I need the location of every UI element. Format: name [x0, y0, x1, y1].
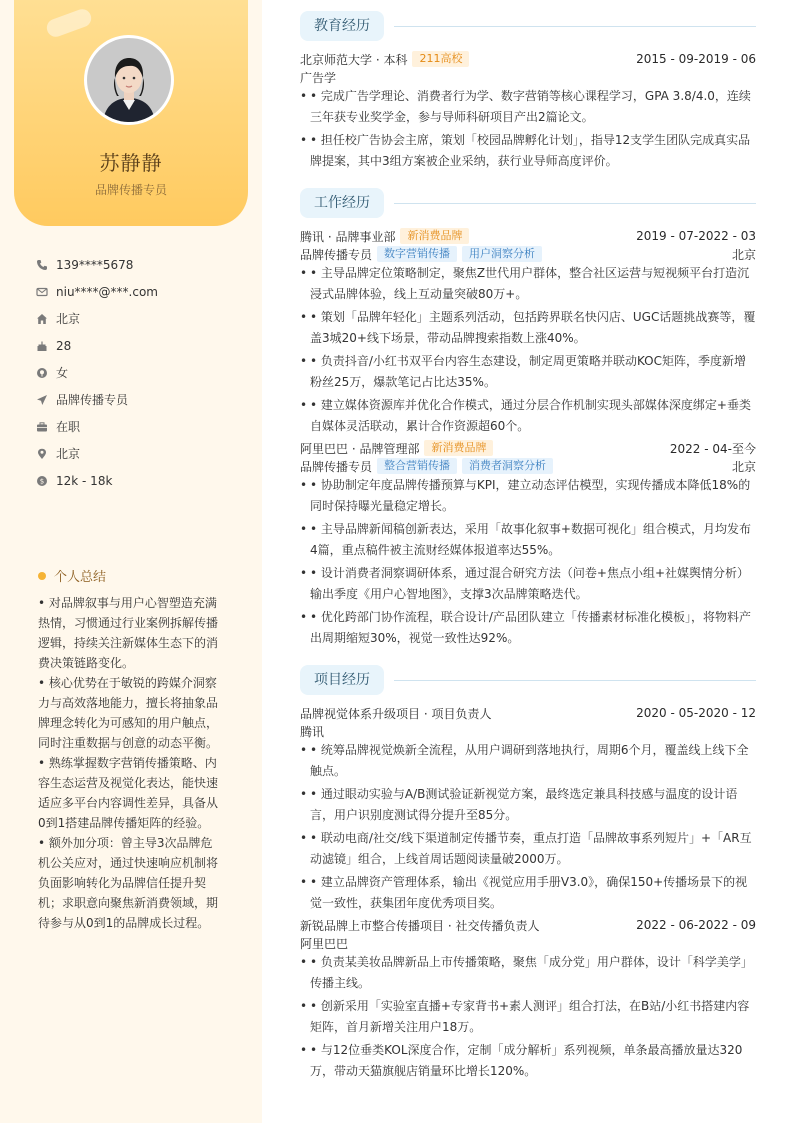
work-section-title: 工作经历 [300, 188, 384, 218]
skill-tag: 消费者洞察分析 [462, 458, 553, 474]
project-org-row [300, 934, 756, 952]
sidebar [0, 0, 262, 1123]
location-text: 北京 [56, 447, 81, 461]
contact-info-list [36, 251, 158, 494]
education-section-header [300, 11, 756, 41]
info-home [36, 305, 158, 332]
info-phone [36, 251, 158, 278]
project-date: 2022 - 06-2022 - 09 [636, 918, 756, 932]
list-item: • • 统筹品牌视觉焕新全流程，从用户调研到落地执行，周期6个月，覆盖线上线下全触点。 [300, 740, 756, 782]
list-item: • • 建立品牌资产管理体系，输出《视觉应用手册V3.0》，确保150+传播场景下的视觉一致性，获集团年度优秀项目奖。 [300, 872, 756, 914]
section-divider [394, 203, 756, 204]
projects-section-title: 项目经历 [300, 665, 384, 695]
job-company-row [300, 439, 756, 457]
briefcase-icon [36, 421, 48, 433]
info-job-intent [36, 386, 158, 413]
list-item: • • 策划「品牌年轻化」主题系列活动，包括跨界联名快闪店、UGC话题挑战赛等，覆盖3城20+线下场景，带动品牌搜索指数上涨40%。 [300, 307, 756, 349]
email-text: niu****@***.com [56, 284, 158, 299]
summary-paragraph: • 额外加分项：曾主导3次品牌危机公关应对，通过快速响应机制将负面影响转化为品牌信任提升契机；求职意向聚焦新消费领域，期待参与从0到1的品牌成长过程。 [38, 836, 219, 930]
school-name: 北京师范大学 · 本科 [300, 52, 408, 67]
project-org: 阿里巴巴 [300, 936, 349, 951]
job-company: 腾讯 · 品牌事业部 [300, 229, 396, 244]
home-icon [36, 313, 48, 325]
work-section-header [300, 188, 756, 218]
job-bullets [300, 263, 756, 439]
cake-icon [36, 340, 48, 352]
education-section-title: 教育经历 [300, 11, 384, 41]
school-tag: 211高校 [412, 51, 469, 67]
skill-tag: 数字营销传播 [377, 246, 457, 262]
money-icon [36, 475, 48, 487]
job-company-row [300, 227, 756, 245]
summary-paragraph: • 对品牌叙事与用户心智塑造充满热情，习惯通过行业案例拆解传播逻辑，持续关注新媒体生态下的消费决策链路变化。 [38, 596, 219, 670]
skill-tag: 用户洞察分析 [462, 246, 542, 262]
job-bullets [300, 475, 756, 651]
send-icon [36, 394, 48, 406]
summary-title: 个人总结 [54, 570, 107, 585]
project-name-row [300, 916, 756, 934]
education-date: 2015 - 09-2019 - 06 [636, 52, 756, 66]
section-divider [394, 26, 756, 27]
major-name: 广告学 [300, 70, 337, 85]
phone-icon [36, 259, 48, 271]
job-city: 北京 [731, 247, 756, 262]
list-item: • • 完成广告学理论、消费者行为学、数字营销等核心课程学习，GPA 3.8/4.0，连续三年获专业奖学金，参与导师科研项目产出2篇论文。 [300, 86, 756, 128]
summary-heading [38, 566, 106, 585]
project-bullets [300, 952, 756, 1084]
project-name-row [300, 704, 756, 722]
list-item: • • 主导品牌新闻稿创新表达，采用「故事化叙事+数据可视化」组合模式，月均发布4篇，重点稿件被主流财经媒体报道率达55%。 [300, 519, 756, 561]
job-intent-text: 品牌传播专员 [56, 393, 129, 407]
summary-dot-icon [38, 572, 46, 580]
company-tag: 新消费品牌 [400, 228, 469, 244]
phone-text: 139****5678 [56, 257, 134, 272]
education-major-row [300, 68, 756, 86]
info-email [36, 278, 158, 305]
summary-paragraph: • 熟练掌握数字营销传播策略、内容生态运营及视觉化表达，能快速适应多平台内容调性差异，具备从0到1搭建品牌传播矩阵的经验。 [38, 756, 219, 830]
job-position: 品牌传播专员 [300, 247, 373, 262]
info-location [36, 440, 158, 467]
project-org: 腾讯 [300, 724, 325, 739]
job-position-row [300, 245, 756, 263]
info-age [36, 332, 158, 359]
skill-tag: 整合营销传播 [377, 458, 457, 474]
gender-icon [36, 367, 48, 379]
job-date: 2019 - 07-2022 - 03 [636, 229, 756, 243]
candidate-name: 苏静静 [99, 151, 163, 175]
status-text: 在职 [56, 420, 81, 434]
list-item: • • 负责抖音/小红书双平台内容生态建设，制定周更策略并联动KOC矩阵，季度新增粉丝25万，爆款笔记占比达35%。 [300, 351, 756, 393]
job-company: 阿里巴巴 · 品牌管理部 [300, 441, 420, 456]
list-item: • • 通过眼动实验与A/B测试验证新视觉方案，最终选定兼具科技感与温度的设计语言，用户识别度测试得分提升至85分。 [300, 784, 756, 826]
summary-body [38, 593, 224, 933]
list-item: • • 建立媒体资源库并优化合作模式，通过分层合作机制实现头部媒体深度绑定+垂类自媒体灵活联动，累计合作资源超60个。 [300, 395, 756, 437]
job-position: 品牌传播专员 [300, 459, 373, 474]
decorative-pill [44, 7, 93, 40]
avatar-photo-icon [87, 38, 171, 122]
job-date: 2022 - 04-至今 [669, 441, 756, 456]
list-item: • • 主导品牌定位策略制定，聚焦Z世代用户群体，整合社区运营与短视频平台打造沉浸式品牌体验，线上互动量突破80万+。 [300, 263, 756, 305]
mail-icon [36, 286, 48, 298]
project-name: 品牌视觉体系升级项目 · 项目负责人 [300, 706, 492, 721]
list-item: • • 联动电商/社交/线下渠道制定传播节奏，重点打造「品牌故事系列短片」+「AR互动滤镜」组合，上线首周话题阅读量破2000万。 [300, 828, 756, 870]
job-city: 北京 [731, 459, 756, 474]
avatar [84, 35, 174, 125]
salary-text: 12k - 18k [56, 473, 113, 488]
education-bullets [300, 86, 756, 174]
list-item: • • 协助制定年度品牌传播预算与KPI，建立动态评估模型，实现传播成本降低18%的同时保持曝光量稳定增长。 [300, 475, 756, 517]
project-date: 2020 - 05-2020 - 12 [636, 706, 756, 720]
project-org-row [300, 722, 756, 740]
summary-paragraph: • 核心优势在于敏锐的跨媒介洞察力与高效落地能力，擅长将抽象品牌理念转化为可感知的用户触点，同时注重数据与创意的动态平衡。 [38, 676, 219, 750]
company-tag: 新消费品牌 [424, 440, 493, 456]
age-text: 28 [56, 338, 72, 353]
list-item: • • 与12位垂类KOL深度合作，定制「成分解析」系列视频，单条最高播放量达320万，带动天猫旗舰店销量环比增长120%。 [300, 1040, 756, 1082]
svg-text:$: $ [39, 477, 45, 486]
list-item: • • 担任校广告协会主席，策划「校园品牌孵化计划」，指导12支学生团队完成真实品牌提案，其中3组方案被企业采纳，获行业导师高度评价。 [300, 130, 756, 172]
projects-section-header [300, 665, 756, 695]
list-item: • • 优化跨部门协作流程，联合设计/产品团队建立「传播素材标准化模板」，将物料产出周期缩短30%，视觉一致性达92%。 [300, 607, 756, 649]
location-icon [36, 448, 48, 460]
candidate-role: 品牌传播专员 [94, 183, 167, 197]
project-name: 新锐品牌上市整合传播项目 · 社交传播负责人 [300, 918, 540, 933]
info-salary [36, 467, 158, 494]
info-status [36, 413, 158, 440]
home-text: 北京 [56, 312, 81, 326]
education-school-row [300, 50, 756, 68]
section-divider [394, 680, 756, 681]
job-position-row [300, 457, 756, 475]
gender-text: 女 [56, 366, 69, 380]
list-item: • • 设计消费者洞察调研体系，通过混合研究方法（问卷+焦点小组+社媒舆情分析）输出季度《用户心智地图》，支撑3次品牌策略迭代。 [300, 563, 756, 605]
list-item: • • 创新采用「实验室直播+专家背书+素人测评」组合打法，在B站/小红书搭建内容矩阵，首月新增关注用户18万。 [300, 996, 756, 1038]
list-item: • • 负责某美妆品牌新品上市传播策略，聚焦「成分党」用户群体，设计「科学美学」传播主线。 [300, 952, 756, 994]
project-bullets [300, 740, 756, 916]
info-gender [36, 359, 158, 386]
